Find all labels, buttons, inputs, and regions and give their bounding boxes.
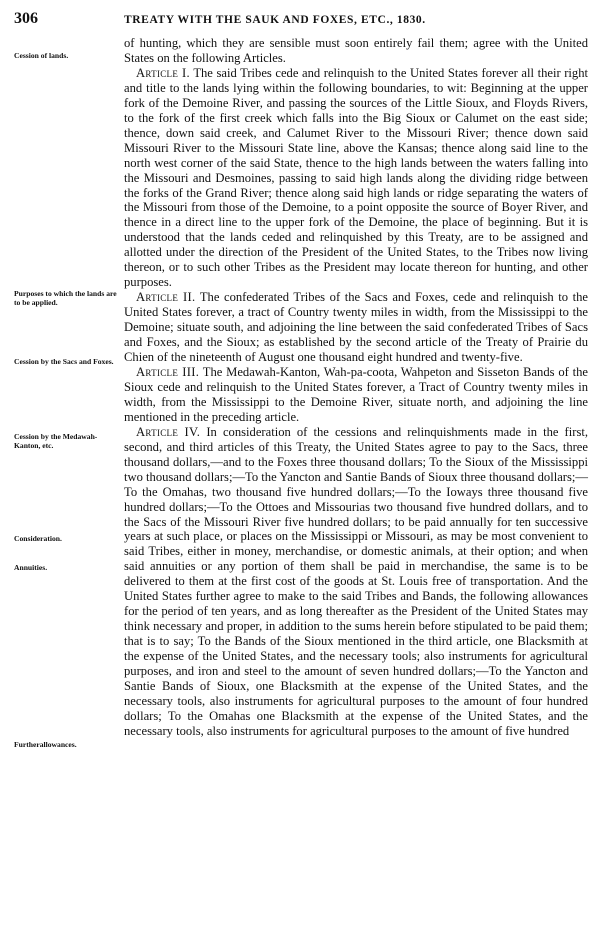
margin-note-cession-of-lands: Cession of lands. bbox=[14, 51, 69, 60]
paragraph-article-4 bbox=[124, 425, 588, 739]
margin-note-purposes: Purposes to which the lands are to be applied. bbox=[14, 289, 117, 307]
article-heading: Article III. bbox=[136, 364, 200, 379]
paragraph-text: The said Tribes cede and relinquish to the United States forever all their right and title to the lands lying within the following boundaries, to wit: Beginning at the upper fork of the Demoine River, and passing the sources of the Little Sioux, and Floyds Rivers, to the fork of the first creek which falls into the Big Sioux or Calumet on the east side; thence, down said creek, and Calumet River to the Missouri River; thence down said Missouri River to the Missouri State line, above the Kansas; thence along said line to the north west corner of the said State, thence to the high lands between the waters falling into the Missouri and Desmoines, passing to said high lands along the dividing ridge between the forks of the Grand River; thence along said high lands or ridge separating the waters of the Missouri from those of the Demoine, to a point opposite the source of Boyer River, and thence in a direct line to the upper fork of the Demoine, the place of beginning. But it is understood that the lands ceded and relinquished by this Treaty, are to be assigned and allotted under the direction of the President of the United States, to the Tribes now living thereon, or to such other Tribes as the President may locate thereon for hunting, and other purposes. bbox=[124, 65, 589, 290]
page-header bbox=[14, 10, 590, 32]
margin-note-consideration: Consideration. bbox=[14, 534, 62, 543]
paragraph-text: of hunting, which they are sensible must soon entirely fail them; agree with the United States on the following Articles. bbox=[124, 36, 588, 65]
article-heading: Article IV. bbox=[136, 424, 201, 439]
margin-note-further-allowances: Furtherallowances. bbox=[14, 740, 77, 749]
running-title: TREATY WITH THE SAUK AND FOXES, ETC., 1830. bbox=[124, 14, 426, 26]
paragraph-text: The Medawah-Kanton, Wah-pa-coota, Wahpeton and Sisseton Bands of the Sioux cede and relinquish to the United States forever, a Tract of Country twenty miles in width, from the Mississippi to the Demoine River, situate north, and adjoining the line mentioned in the preceding article. bbox=[124, 364, 589, 424]
page-number: 306 bbox=[14, 10, 38, 27]
article-heading: Article II. bbox=[136, 290, 196, 305]
paragraph-article-1 bbox=[124, 66, 588, 290]
paragraph-article-2 bbox=[124, 290, 588, 365]
article-heading: Article I. bbox=[136, 65, 190, 80]
margin-note-annuities: Annuities. bbox=[14, 563, 48, 572]
paragraph-text: In consideration of the cessions and relinquishments made in the first, second, and third articles of this Treaty, the United States agree to pay to the Sacs, three thousand dollars,—and to the Foxes three thousand dollars; To the Sioux of the Mississippi two thousand dollars;—To the Yancton and Santie Bands of Sioux three thousand dollars;—To the Omahas, two thousand five hundred dollars;—To the Ioways three thousand five hundred dollars;—To the Ottoes and Missourias two thousand five hundred dollars, and to the Sacs of the Missouri River five hundred dollars; to be paid annually for ten successive years at such place, or places on the Mississippi or Missouri, as may be most convenient to said Tribes, either in money, merchandise, or domestic animals, at their option; and when said annuities or any portion of them shall be paid in merchandise, the same is to be delivered to them at the first cost of the goods at St. Louis free of transportation. And the United States further agree to make to the said Tribes and Bands, the following allowances for the period of ten years, and as long thereafter as the President of the United States may think necessary and proper, in addition to the sums herein before stipulated to be paid them; that is to say; To the Bands of the Sioux mentioned in the third article, one Blacksmith at the expense of the United States, and the necessary tools; also instruments for agricultural purposes, and iron and steel to the amount of seven hundred dollars;—To the Yancton and Santie Bands of Sioux, one Blacksmith at the expense of the United States, and the necessary tools, also instruments for agricultural purposes to the amount of four hundred dollars; To the Omahas one Blacksmith at the expense of the United States, and the necessary tools, also instruments for agricultural purposes to the amount of five hundred bbox=[124, 424, 588, 738]
paragraph-text: The confederated Tribes of the Sacs and Foxes, cede and relinquish to the United States forever, a tract of Country twenty miles in width, from the Mississippi to the Demoine; situate south, and adjoining the line between the said confederated Tribes of Sacs and Foxes, and the Sioux; as established by the second article of the Treaty of Prairie du Chien of the nineteenth of August one thousand eight hundred and twenty-five. bbox=[124, 290, 588, 365]
paragraph-article-3 bbox=[124, 365, 588, 425]
treaty-body-text bbox=[124, 36, 588, 739]
margin-note-cession-medawah-kanton: Cession by the Medawah-Kanton, etc. bbox=[14, 432, 98, 450]
paragraph-preamble-continuation bbox=[124, 36, 588, 66]
margin-note-cession-sacs-foxes: Cession by the Sacs and Foxes. bbox=[14, 357, 114, 366]
